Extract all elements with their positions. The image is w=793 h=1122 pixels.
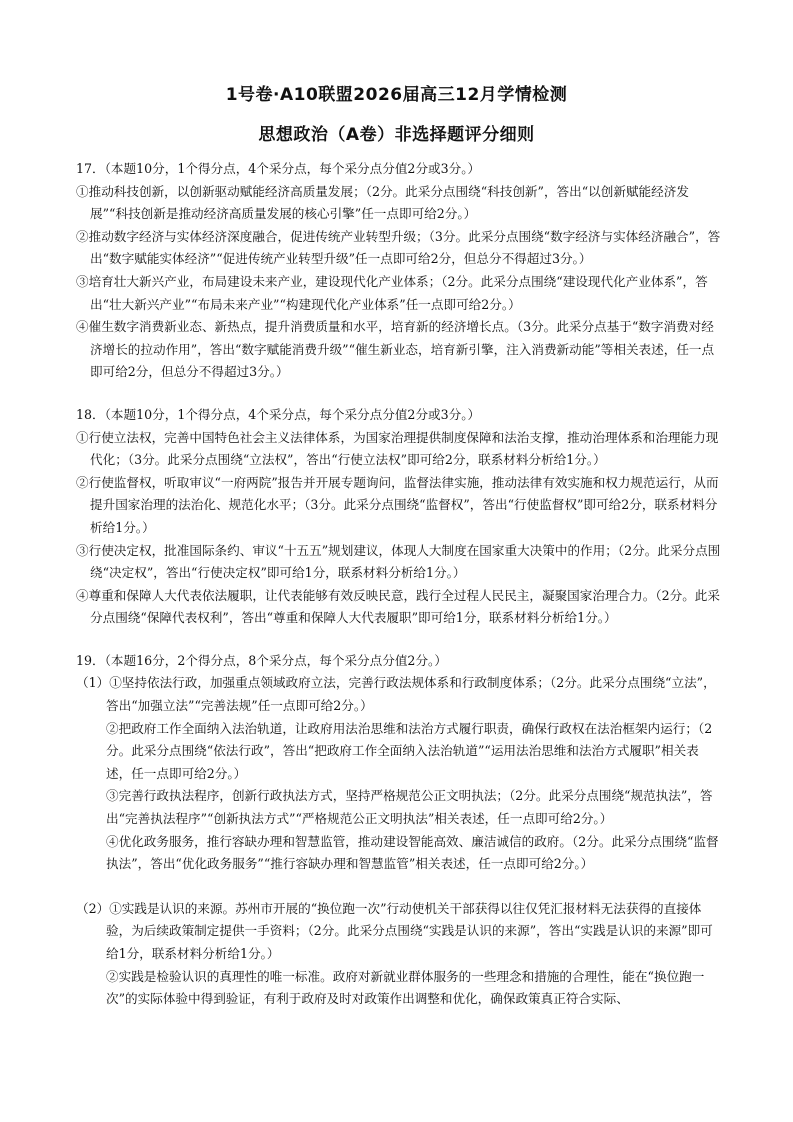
q19-part2-label: （2） — [76, 900, 110, 916]
q19-part1-item-3: ③完善行政执法程序，创新行政执法方式，坚持严格规范公正文明执法；（2分。此采分点围绕“规范执法”，答出“完善执法程序”“创新执法方式”“严格规范公正文明执法”相关表述，任一点即可给2分。） — [106, 788, 713, 827]
q18-item-1: ①行使立法权，完善中国特色社会主义法律体系，为国家治理提供制度保障和法治支撑，推动治理体系和治理能力现代化；（3分。此采分点围绕“立法权”，答出“行使立法权”即可给2分，联系材料分析给1分。） — [76, 429, 719, 468]
section-gap — [76, 876, 723, 898]
document-title: 1号卷·A10联盟2026届高三12月学情检测 — [225, 85, 568, 105]
q19-part2-item-2: ②实践是检验认识的真理性的唯一标准。政府对新就业群体服务的一些理念和措施的合理性，能在“换位跑一次”的实际体验中得到验证，有利于政府及时对政策作出调整和优化，确保政策真正符合实际、 — [106, 968, 705, 1007]
q19-part1-item-1: ①坚持依法行政，加强重点领域政府立法，完善行政法规体系和行政制度体系；（2分。此采分点围绕“立法”，答出“加强立法”“完善法规”任一点即可给2分。） — [106, 675, 716, 714]
q19-part1 — [76, 672, 723, 717]
section-gap — [76, 384, 723, 404]
q19-heading: 19．（本题16分，2个得分点，8个采分点，每个采分点分值2分。） — [76, 652, 447, 668]
q18-item-4: ④尊重和保障人大代表依法履职，让代表能够有效反映民意，践行全过程人民民主，凝聚国家治理合力。（2分。此采分点围绕“保障代表权利”，答出“尊重和保障人大代表履职”即可给1分，联系材料分析给1分。） — [76, 587, 720, 626]
q17-item-2: ②推动数字经济与实体经济深度融合，促进传统产业转型升级；（3分。此采分点围绕“数字经济与实体经济融合”，答出“数字赋能实体经济”“促进传统产业转型升级”任一点即可给2分，但总分不得超过3分。） — [76, 228, 721, 267]
q19-part1-label: （1） — [76, 675, 110, 691]
q18-item-3: ③行使决定权，批准国际条约、审议“十五五”规划建议，体现人大制度在国家重大决策中的作用；（2分。此采分点围绕“决定权”，答出“行使决定权”即可给1分，联系材料分析给1分。） — [76, 542, 721, 581]
section-gap — [76, 630, 723, 650]
q18-heading: 18．（本题10分，1个得分点，4个采分点，每个采分点分值2分或3分。） — [76, 406, 481, 422]
q19-part1-item-4: ④优化政务服务，推行容缺办理和智慧监管，推动建设智能高效、廉洁诚信的政府。（2分。此采分点围绕“监督执法”，答出“优化政务服务”“推行容缺办理和智慧监管”相关表述，任一点即可给2分。） — [106, 833, 719, 872]
q19-part2 — [76, 898, 723, 966]
q18-item-2: ②行使监督权，听取审议“一府两院”报告并开展专题询问，监督法律实施，推动法律有效实施和权力规范运行，从而提升国家治理的法治化、规范化水平；（3分。此采分点围绕“监督权”，答出“行使监督权”即可给2分，联系材料分析给1分。） — [76, 474, 719, 535]
document-subtitle: 思想政治（A卷）非选择题评分细则 — [258, 125, 535, 145]
q17-item-3: ③培育壮大新兴产业，布局建设未来产业，建设现代化产业体系；（2分。此采分点围绕“建设现代化产业体系”，答出“壮大新兴产业”“布局未来产业”“构建现代化产业体系”任一点即可给2分。） — [76, 273, 708, 312]
q17-item-4: ④催生数字消费新业态、新热点，提升消费质量和水平，培育新的经济增长点。（3分。此采分点基于“数字消费对经济增长的拉动作用”，答出“数字赋能消费升级”“催生新业态，培育新引擎，注入消费新动能”等相关表述，任一点即可给2分，但总分不得超过3分。） — [76, 319, 715, 380]
q19-part1-item-2: ②把政府工作全面纳入法治轨道，让政府用法治思维和法治方式履行职责，确保行政权在法治框架内运行；（2分。此采分点围绕“依法行政”，答出“把政府工作全面纳入法治轨道”“运用法治思维和法治方式履职”相关表述，任一点即可给2分。） — [106, 720, 713, 781]
document-body — [76, 158, 723, 1011]
q17-heading: 17．（本题10分，1个得分点，4个采分点，每个采分点分值2分或3分。） — [76, 161, 481, 176]
q17-item-1: ①推动科技创新，以创新驱动赋能经济高质量发展；（2分。此采分点围绕“科技创新”，答出“以创新赋能经济发展”“科技创新是推动经济高质量发展的核心引擎”任一点即可给2分。） — [76, 183, 689, 222]
q19-part2-item-1: ①实践是认识的来源。苏州市开展的“换位跑一次”行动使机关干部获得以往仅凭汇报材料无法获得的直接体验，为后续政策制定提供一手资料；（2分。此采分点围绕“实践是认识的来源”，答出“实践是认识的来源”即可给1分，联系材料分析给1分。） — [106, 900, 713, 961]
